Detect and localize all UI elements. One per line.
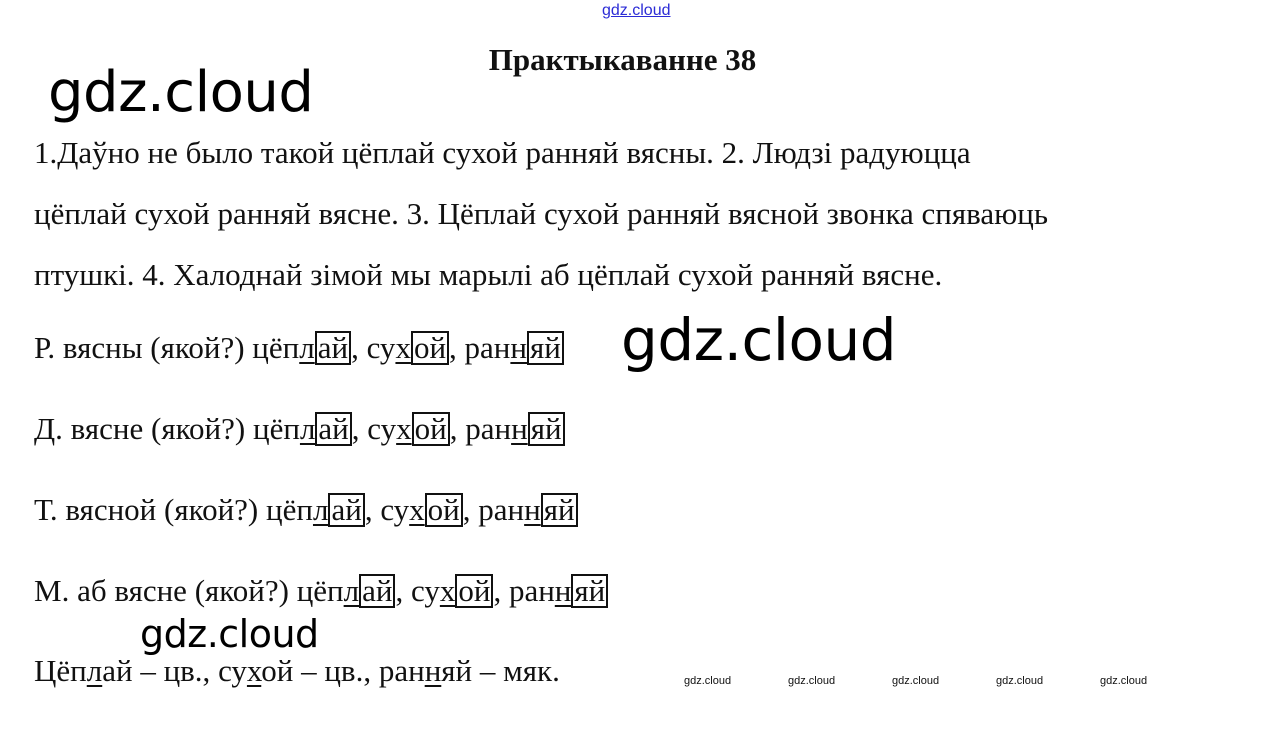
comma: , xyxy=(364,492,381,527)
watermark-strip xyxy=(684,675,1204,687)
watermark-large: gdz.cloud xyxy=(48,60,314,125)
case-row-instrumental xyxy=(34,492,578,528)
comma: , xyxy=(449,411,466,446)
page-title: Практыкаванне 38 xyxy=(488,42,757,77)
ending-box: ай xyxy=(328,493,364,527)
case-prefix: М. аб вясне (якой?) xyxy=(34,573,297,608)
consonant-mark: н xyxy=(510,330,527,365)
watermark-small: gdz.cloud xyxy=(892,675,940,687)
ending-box: ай xyxy=(315,412,351,446)
word-stem: ран xyxy=(464,330,511,365)
ending-box: ай xyxy=(359,574,395,608)
case-prefix: Р. вясны (якой?) xyxy=(34,330,253,365)
consonant-mark: л xyxy=(299,330,315,365)
case-row-dative xyxy=(34,411,565,447)
word-stem: су xyxy=(218,653,247,688)
paragraph-line: цёплай сухой ранняй вясне. 3. Цёплай сухой ранняй вясной звонка спяваюць xyxy=(34,196,1049,231)
consonant-mark: н xyxy=(511,411,528,446)
watermark-small: gdz.cloud xyxy=(684,675,732,687)
consonant-mark: н xyxy=(424,653,442,688)
watermark-large: gdz.cloud xyxy=(621,306,897,374)
consonant-mark: н xyxy=(554,573,572,608)
comma: , xyxy=(462,492,479,527)
word-stem: ран xyxy=(378,653,425,688)
comma: , xyxy=(395,573,411,608)
ending-box: ой xyxy=(455,574,493,608)
word-stem: су xyxy=(380,492,410,527)
comma: , xyxy=(351,330,367,365)
word-stem: су xyxy=(410,573,440,608)
word-stem: ран xyxy=(465,411,512,446)
word-stem: цёп xyxy=(266,492,313,527)
ending-box: яй xyxy=(528,412,565,446)
case-prefix: Д. вясне (якой?) xyxy=(34,411,253,446)
word-stem: цёп xyxy=(252,330,300,365)
word-stem: цёп xyxy=(252,411,300,446)
ending-box: ой xyxy=(411,331,449,365)
watermark-top[interactable]: gdz.cloud xyxy=(602,2,671,19)
watermark-small: gdz.cloud xyxy=(1100,675,1148,687)
exercise-paragraph xyxy=(34,122,1234,305)
consonant-mark: л xyxy=(86,653,103,688)
case-row-genitive xyxy=(34,330,564,366)
word-stem: су xyxy=(367,411,397,446)
consonant-mark: л xyxy=(343,573,360,608)
watermark-small: gdz.cloud xyxy=(996,675,1044,687)
case-prefix: Т. вясной (якой?) xyxy=(34,492,267,527)
case-row-locative xyxy=(34,573,608,609)
consonant-mark: л xyxy=(312,492,329,527)
consonant-mark: х xyxy=(439,573,456,608)
ending-box: яй xyxy=(571,574,608,608)
word-stem: су xyxy=(366,330,396,365)
comma: , xyxy=(493,573,509,608)
word-stem: ран xyxy=(478,492,525,527)
ending-box: ай xyxy=(315,331,351,365)
word-stem: Цёп xyxy=(34,653,87,688)
word-stem: цёп xyxy=(296,573,344,608)
comma: , xyxy=(351,411,368,446)
paragraph-line: птушкі. 4. Халоднай зімой мы марылі аб цёплай сухой ранняй вясне. xyxy=(34,257,943,292)
ending-box: ой xyxy=(412,412,450,446)
summary-text: ай – цв., xyxy=(102,653,219,688)
consonant-mark: х xyxy=(246,653,262,688)
watermark-large: gdz.cloud xyxy=(140,612,319,656)
summary-text: яй – мяк. xyxy=(441,653,560,688)
word-stem: ран xyxy=(508,573,555,608)
ending-box: ой xyxy=(425,493,463,527)
consonant-mark: л xyxy=(299,411,316,446)
consonant-mark: х xyxy=(409,492,425,527)
comma: , xyxy=(449,330,465,365)
ending-box: яй xyxy=(541,493,578,527)
consonant-mark: н xyxy=(524,492,541,527)
consonant-mark: х xyxy=(395,330,411,365)
ending-box: яй xyxy=(527,331,564,365)
paragraph-line: 1.Даўно не было такой цёплай сухой ранняй вясны. 2. Людзі радуюцца xyxy=(34,135,971,170)
summary-text: ой – цв., xyxy=(261,653,379,688)
summary-row xyxy=(34,653,560,689)
watermark-small: gdz.cloud xyxy=(788,675,836,687)
consonant-mark: х xyxy=(396,411,412,446)
